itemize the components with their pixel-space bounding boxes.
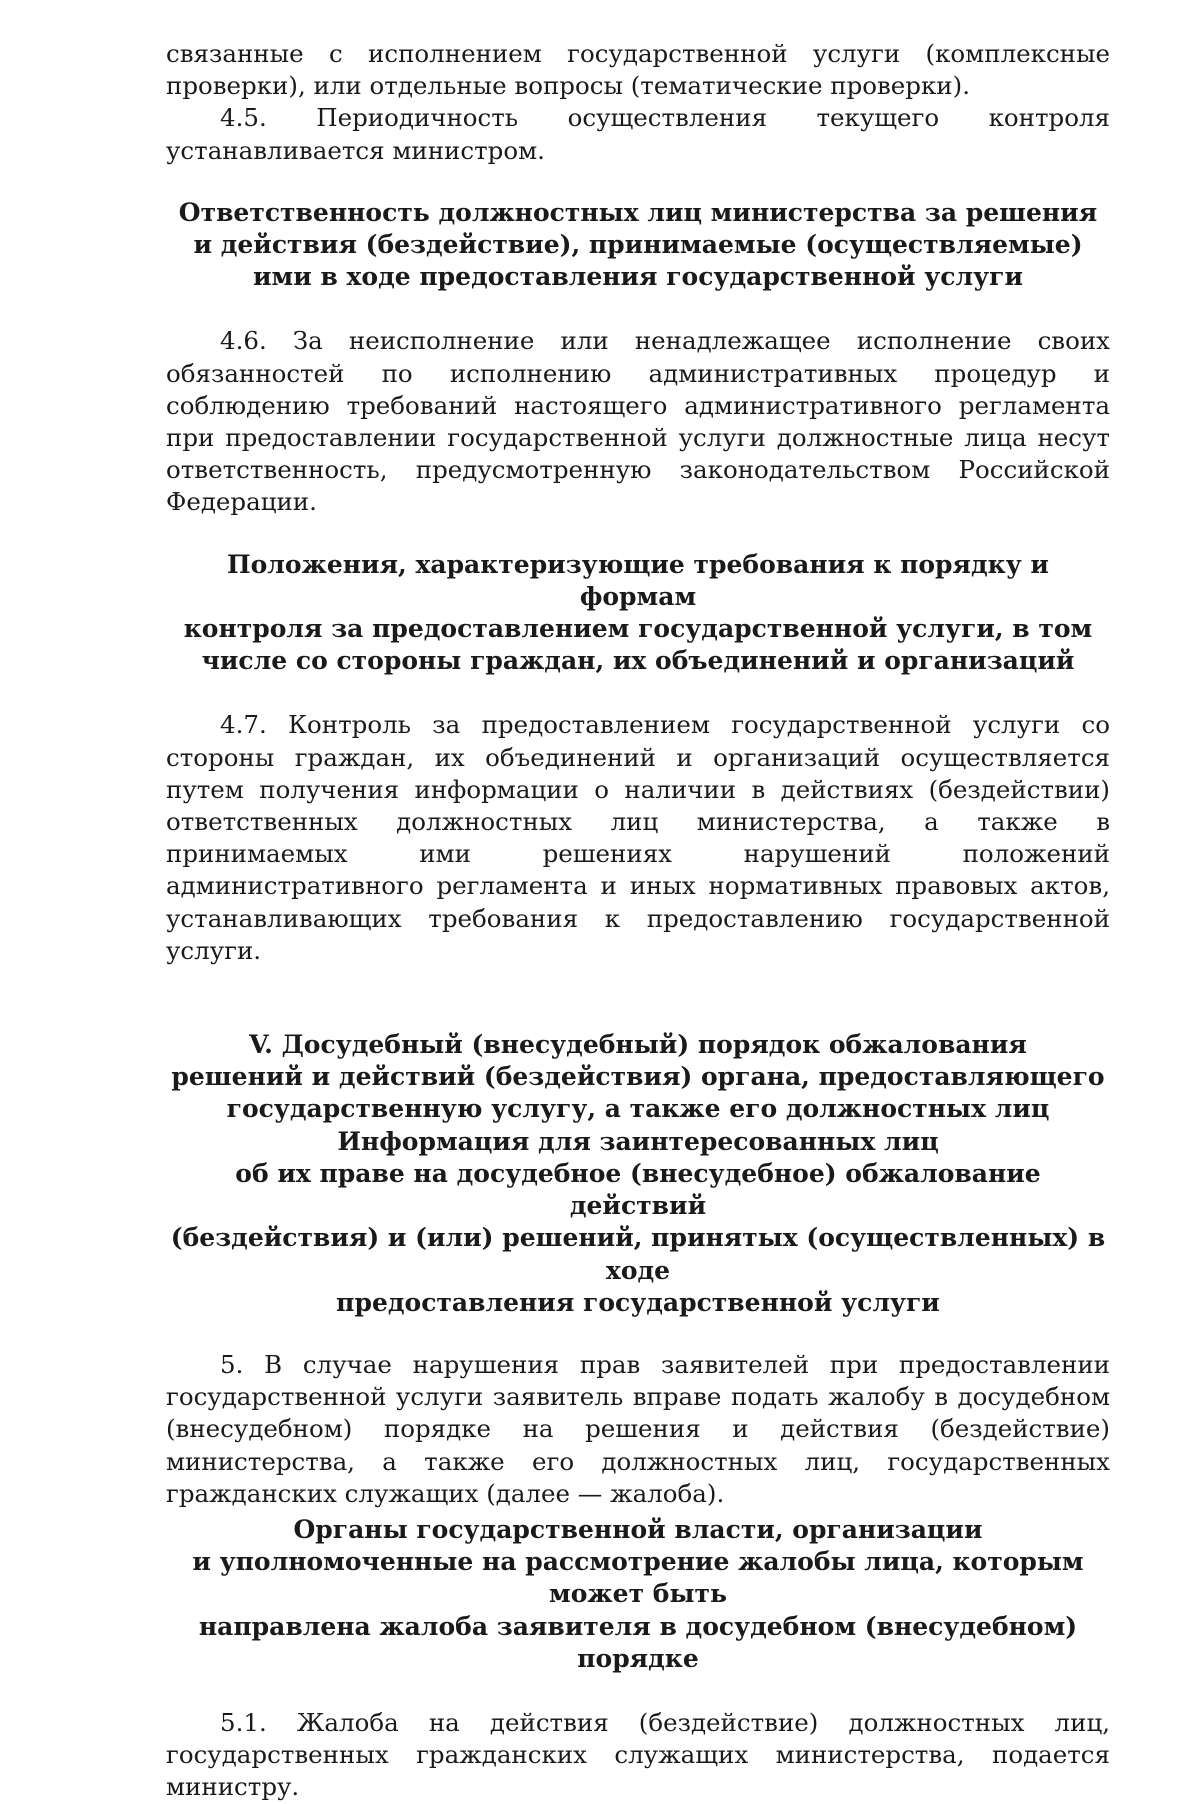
heading-responsibility xyxy=(166,197,1110,294)
heading-line: ими в ходе предоставления государственной услуги xyxy=(252,262,1024,292)
heading-line: Положения, характеризующие требования к порядку и формам xyxy=(227,549,1049,611)
heading-control xyxy=(166,549,1110,678)
heading-line: предоставления государственной услуги xyxy=(336,1287,940,1317)
heading-section-v xyxy=(166,1029,1110,1319)
heading-line: направлена жалоба заявителя в досудебном (внесудебном) порядке xyxy=(198,1611,1078,1673)
heading-line: Ответственность должностных лиц министерства за решения xyxy=(178,197,1098,227)
paragraph-4-6: 4.6. За неисполнение или ненадлежащее исполнение своих обязанностей по исполнению административных процедур и соблюдению требований настоящего административного регламента при предоставлении государственной услуги должностные лица несут ответственность, предусмотренную законодательством Российской Федерации. xyxy=(166,326,1110,517)
heading-line: Органы государственной власти, организации xyxy=(293,1514,983,1544)
heading-line: об их праве на досудебное (внесудебное) обжалование действий xyxy=(235,1158,1041,1221)
paragraph-5-1: 5.1. Жалоба на действия (бездействие) должностных лиц, государственных гражданских служащих министерства, подается министру. xyxy=(166,1707,1110,1802)
document-page xyxy=(166,38,1110,1804)
heading-line: (бездействия) и (или) решений, принятых (осуществленных) в ходе xyxy=(170,1223,1106,1285)
paragraph-intro: связанные с исполнением государственной услуги (комплексные проверки), или отдельные вопросы (тематические проверки). xyxy=(166,39,1110,101)
heading-line: контроля за предоставлением государственной услуги, в том xyxy=(183,614,1093,644)
heading-line: и уполномоченные на рассмотрение жалобы лица, которым может быть xyxy=(192,1547,1084,1609)
heading-line: V. Досудебный (внесудебный) порядок обжалования xyxy=(249,1030,1027,1060)
heading-line: государственную услугу, а также его должностных лиц xyxy=(226,1094,1050,1124)
heading-line: решений и действий (бездействия) органа, предоставляющего xyxy=(171,1062,1105,1092)
paragraph-4-7: 4.7. Контроль за предоставлением государственной услуги со стороны граждан, их объединений и организаций осуществляется путем получения информации о наличии в действиях (бездействии) ответственных должностных лиц министерства, а также в принимаемых ими решениях нарушений положений административного регламента и иных нормативных правовых актов, устанавливающих требования к предоставлению государственной услуги. xyxy=(166,710,1110,965)
heading-bodies xyxy=(166,1514,1110,1675)
paragraph-5: 5. В случае нарушения прав заявителей при предоставлении государственной услуги заявитель вправе подать жалобу в досудебном (внесудебном) порядке на решения и действия (бездействие) министерства, а также его должностных лиц, государственных гражданских служащих (далее — жалоба). xyxy=(166,1349,1110,1508)
heading-line: Информация для заинтересованных лиц xyxy=(337,1126,939,1156)
heading-line: числе со стороны граждан, их объединений и организаций xyxy=(201,646,1075,676)
heading-line: и действия (бездействие), принимаемые (осуществляемые) xyxy=(193,230,1083,260)
paragraph-4-5: 4.5. Периодичность осуществления текущего контроля устанавливается министром. xyxy=(166,103,1110,165)
